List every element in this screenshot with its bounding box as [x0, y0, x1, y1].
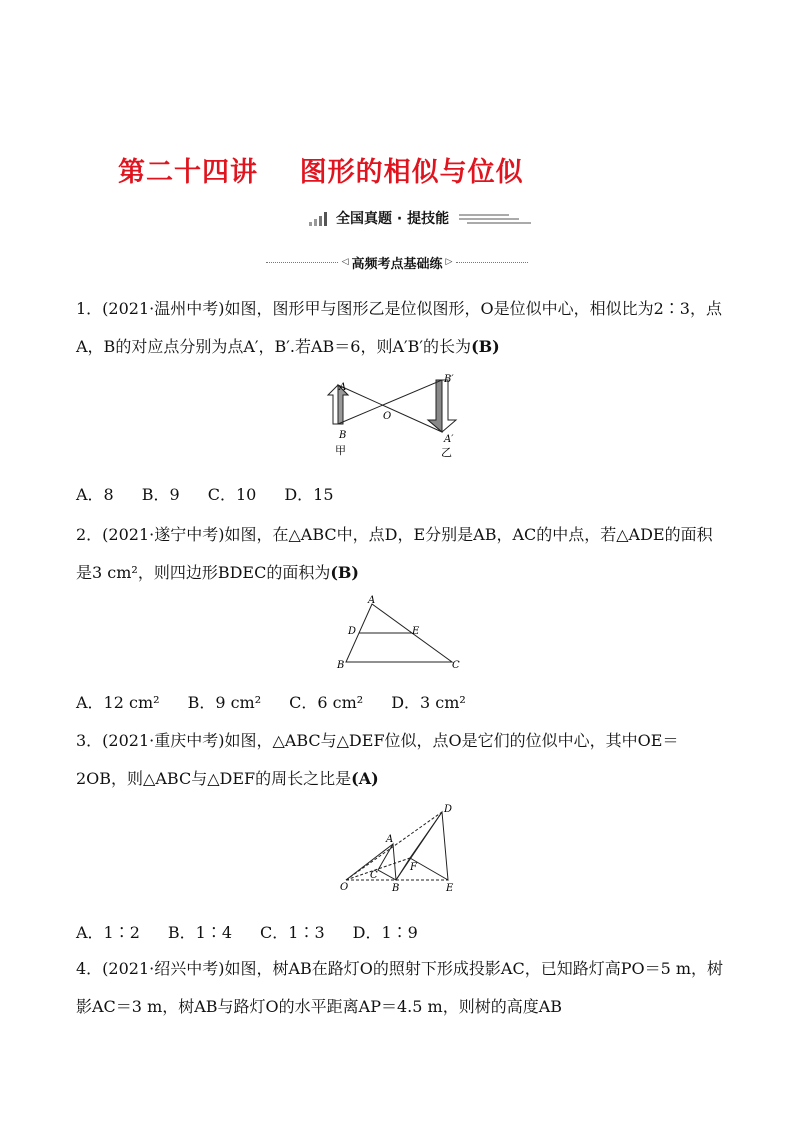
option-b: B．9: [141, 485, 180, 504]
divider: [456, 262, 528, 263]
label-C: C: [452, 660, 460, 671]
label-B: B: [339, 430, 347, 441]
question-answer: (B): [330, 563, 359, 582]
label-yi: 乙: [441, 446, 452, 459]
label-A: A: [386, 834, 394, 845]
label-E: E: [412, 626, 420, 637]
label-D: D: [444, 804, 453, 815]
option-c: C．6 cm²: [289, 693, 364, 712]
label-O: O: [340, 882, 349, 893]
options-3: [76, 920, 446, 943]
label-B: B: [392, 883, 400, 894]
question-text: 3．(2021·重庆中考)如图，△ABC与△DEF位似，点O是它们的位似中心，其中OE＝2OB，则△ABC与△DEF的周长之比是: [76, 731, 679, 788]
question-3: [76, 722, 726, 798]
subsection-banner: [262, 252, 532, 272]
label-D: D: [348, 626, 357, 637]
section-title: 全国真题 · 提技能: [336, 211, 450, 227]
question-text: 4．(2021·绍兴中考)如图，树AB在路灯O的照射下形成投影AC，已知路灯高PO＝5 m，树影AC＝3 m，树AB与路灯O的水平距离AP＝4.5 m，则树的高度AB: [76, 959, 724, 1016]
question-2: [76, 516, 726, 592]
option-a: A．1∶2: [76, 923, 140, 942]
question-text: 2．(2021·遂宁中考)如图，在△ABC中，点D，E分别是AB，AC的中点，若△ADE的面积是3 cm²，则四边形BDEC的面积为: [76, 525, 713, 582]
options-2: [76, 690, 494, 713]
figure-1: [316, 370, 466, 462]
bar-chart-icon: [308, 210, 330, 226]
option-a: A．12 cm²: [76, 693, 160, 712]
section-banner: [308, 208, 531, 228]
label-B-prime: B′: [444, 374, 454, 385]
label-E: E: [446, 883, 454, 894]
option-d: D．3 cm²: [391, 693, 466, 712]
decorative-lines: [459, 212, 531, 224]
triangle-right-icon: ▷: [445, 257, 453, 267]
option-d: D．1∶9: [352, 923, 418, 942]
question-1: [76, 290, 726, 366]
options-1: [76, 482, 362, 505]
figure-2: [334, 594, 474, 674]
figure-3: [334, 800, 464, 896]
option-b: B．9 cm²: [187, 693, 262, 712]
divider: [266, 262, 338, 263]
label-C: C: [370, 870, 378, 881]
question-4: [76, 950, 726, 1026]
label-O: O: [383, 411, 392, 422]
question-answer: (A): [351, 769, 379, 788]
question-answer: (B): [471, 337, 500, 356]
label-jia: 甲: [335, 444, 346, 457]
option-b: B．1∶4: [167, 923, 233, 942]
label-F: F: [410, 862, 417, 873]
question-text: 1．(2021·温州中考)如图，图形甲与图形乙是位似图形，O是位似中心，相似比为2∶3，点A，B的对应点分别为点A′，B′.若AB＝6，则A′B′的长为: [76, 299, 722, 356]
label-A: A: [339, 382, 347, 393]
triangle-left-icon: ◁: [341, 257, 349, 267]
option-a: A．8: [76, 485, 114, 504]
label-A-prime: A′: [444, 434, 454, 445]
page-title: 第二十四讲 图形的相似与位似: [118, 157, 524, 188]
option-c: C．10: [207, 485, 257, 504]
label-B: B: [337, 660, 345, 671]
label-A: A: [368, 595, 376, 606]
option-d: D．15: [284, 485, 334, 504]
subsection-title: 高频考点基础练: [351, 256, 443, 272]
option-c: C．1∶3: [260, 923, 325, 942]
